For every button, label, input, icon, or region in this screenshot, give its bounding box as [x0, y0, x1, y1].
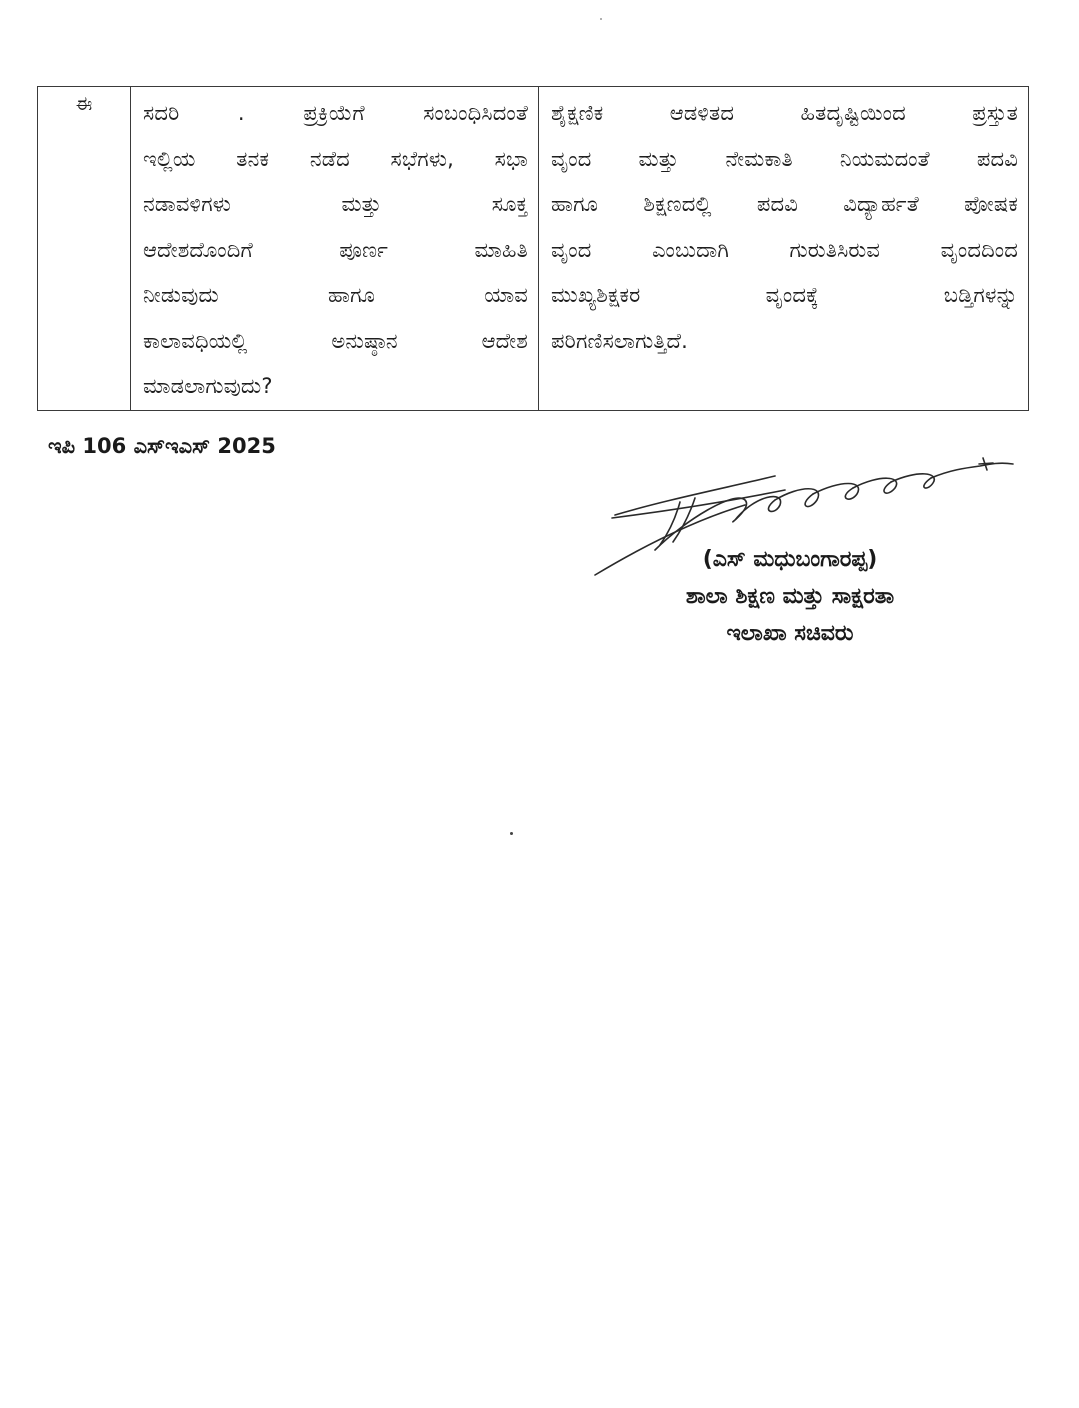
question-line: ಇಲ್ಲಿಯ ತನಕ ನಡೆದ ಸಭೆಗಳು, ಸಭಾ: [143, 146, 528, 171]
answer-line: ಪರಿಗಣಿಸಲಾಗುತ್ತಿದೆ.: [551, 328, 688, 353]
reference-number: ಇಪಿ 106 ಎಸ್‌ಇಎಸ್ 2025: [48, 434, 276, 458]
question-line: ನೀಡುವುದು ಹಾಗೂ ಯಾವ: [143, 283, 528, 307]
scan-speck: [510, 832, 513, 835]
answer-line: ಹಾಗೂ ಶಿಕ್ಷಣದಲ್ಲಿ ಪದವಿ ವಿದ್ಯಾರ್ಹತೆ ಪೋಷಕ: [551, 192, 1018, 216]
answer-line: ಶೈಕ್ಷಣಿಕ ಆಡಳಿತದ ಹಿತದೃಷ್ಟಿಯಿಂದ ಪ್ರಸ್ತುತ: [551, 101, 1018, 125]
answer-line: ವೃಂದ ಎಂಬುದಾಗಿ ಗುರುತಿಸಿರುವ ವೃಂದದಿಂದ: [551, 237, 1018, 262]
scan-speck: [600, 18, 602, 20]
question-line: ಕಾಲಾವಧಿಯಲ್ಲಿ ಅನುಷ್ಠಾನ ಆದೇಶ: [143, 328, 528, 353]
signatory-block: [600, 541, 980, 652]
question-cell: [131, 87, 539, 411]
answer-line: ಮುಖ್ಯಶಿಕ್ಷಕರ ವೃಂದಕ್ಕೆ ಬಡ್ತಿಗಳನ್ನು: [551, 283, 1018, 307]
question-line: ನಡಾವಳಿಗಳು ಮತ್ತು ಸೂಕ್ತ: [143, 192, 528, 216]
question-line: ಮಾಡಲಾಗುವುದು?: [143, 374, 273, 398]
table-row: [38, 87, 1029, 411]
answer-cell: [539, 87, 1029, 411]
answer-line: ವೃಂದ ಮತ್ತು ನೇಮಕಾತಿ ನಿಯಮದಂತೆ ಪದವಿ: [551, 146, 1018, 171]
question-number: ಈ: [38, 87, 131, 411]
question-line: ಸದರಿ . ಪ್ರಕ್ರಿಯೆಗೆ ಸಂಬಂಧಿಸಿದಂತೆ: [143, 101, 528, 125]
signatory-designation-line1: ಶಾಲಾ ಶಿಕ್ಷಣ ಮತ್ತು ಸಾಕ್ಷರತಾ: [685, 584, 895, 609]
question-answer-table: [37, 86, 1029, 411]
signatory-designation-line2: ಇಲಾಖಾ ಸಚಿವರು: [726, 621, 854, 646]
signatory-name: (ಎಸ್ ಮಧುಬಂಗಾರಪ್ಪ): [702, 547, 878, 572]
question-line: ಆದೇಶದೊಂದಿಗೆ ಪೂರ್ಣ ಮಾಹಿತಿ: [143, 237, 528, 262]
